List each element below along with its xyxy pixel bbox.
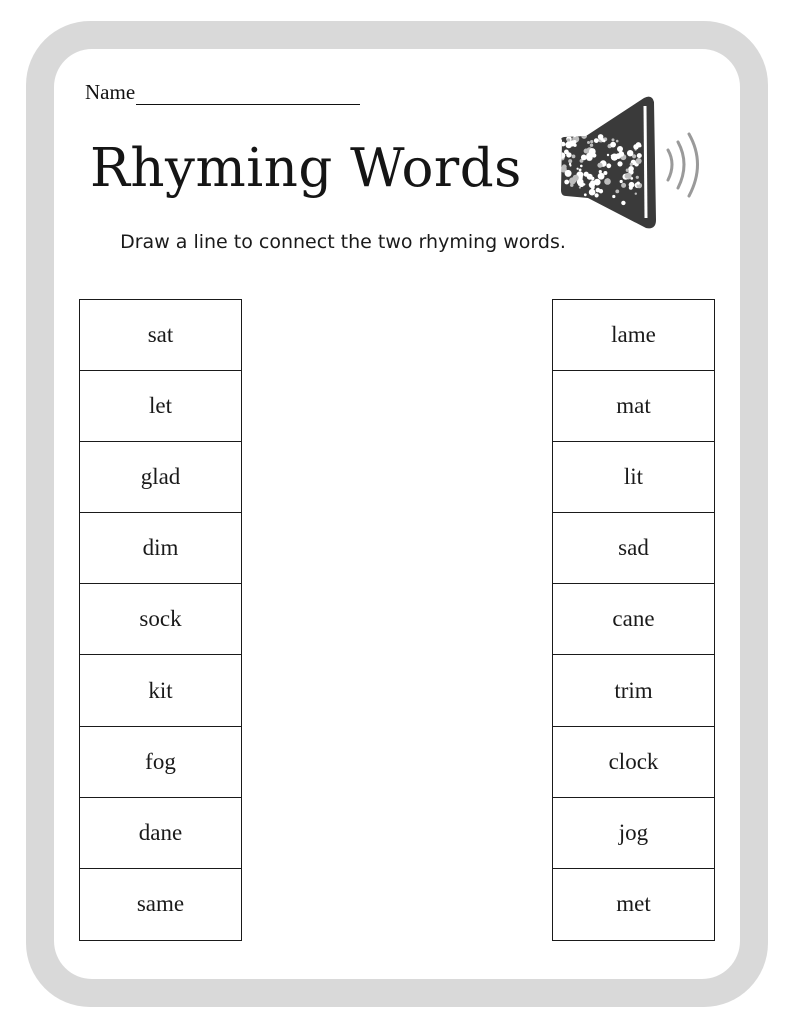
speaker-dot: [581, 155, 587, 161]
speaker-dot: [604, 178, 611, 185]
page-title: Rhyming Words: [90, 138, 522, 199]
speaker-dot: [637, 153, 642, 158]
left-word-cell[interactable]: let: [80, 371, 241, 442]
sound-wave-large: [689, 134, 698, 196]
name-field[interactable]: [85, 80, 360, 105]
speaker-dot: [598, 173, 605, 180]
speaker-dot: [615, 153, 621, 159]
speaker-dot: [564, 180, 569, 185]
speaker-dot: [572, 155, 576, 159]
speaker-dot: [579, 169, 582, 172]
speaker-dot: [579, 179, 583, 183]
speaker-dot: [599, 170, 602, 173]
speaker-dot: [603, 171, 607, 175]
speaker-dot: [630, 163, 633, 166]
sound-wave-medium: [678, 142, 684, 188]
speaker-dot: [587, 174, 593, 180]
name-underline[interactable]: [136, 85, 360, 105]
speaker-dot: [611, 155, 613, 157]
speaker-dot: [589, 182, 595, 188]
speaker-dot: [580, 165, 583, 168]
left-word-cell[interactable]: fog: [80, 727, 241, 798]
left-word-cell[interactable]: sat: [80, 300, 241, 371]
speaker-dot: [615, 190, 619, 194]
speaker-dot: [562, 164, 567, 169]
speaker-dot: [577, 168, 579, 170]
speaker-dot: [621, 201, 625, 205]
speaker-dot: [620, 180, 623, 183]
speaker-dot: [610, 142, 616, 148]
speaker-dot: [625, 174, 630, 179]
left-word-cell[interactable]: sock: [80, 584, 241, 655]
left-word-cell[interactable]: dim: [80, 513, 241, 584]
speaker-dot: [584, 149, 589, 154]
speaker-dot: [584, 193, 587, 196]
speaker-dot: [578, 183, 581, 186]
speaker-dot: [621, 183, 626, 188]
speaker-dot: [629, 182, 635, 188]
speaker-dot: [594, 138, 599, 143]
speaker-dot: [606, 163, 611, 168]
right-word-cell[interactable]: clock: [553, 727, 714, 798]
speaker-dot: [561, 142, 566, 147]
speaker-dot: [636, 176, 639, 179]
left-word-cell[interactable]: same: [136, 891, 185, 917]
speaker-dot: [596, 188, 601, 193]
right-word-cell[interactable]: lit: [553, 442, 714, 513]
right-word-cell[interactable]: sad: [553, 513, 714, 584]
right-word-cell[interactable]: cane: [553, 584, 714, 655]
speaker-dot: [617, 146, 623, 152]
name-label: Name: [85, 80, 136, 104]
speaker-dot: [573, 175, 579, 181]
sound-wave-small: [668, 150, 672, 180]
speaker-dot: [589, 189, 596, 196]
speaker-dot: [565, 170, 572, 177]
right-word-cell[interactable]: jog: [553, 798, 714, 869]
instructions-text: Draw a line to connect the two rhyming words.: [120, 231, 566, 253]
speaker-dot: [636, 142, 641, 147]
right-word-cell[interactable]: met: [616, 891, 651, 917]
left-word-column: [79, 299, 242, 941]
speaker-dot: [569, 163, 571, 165]
speaker-dot: [603, 140, 606, 143]
speaker-dot: [627, 150, 633, 156]
left-word-cell[interactable]: kit: [80, 655, 241, 726]
speaker-dot: [590, 144, 593, 147]
speaker-dot: [616, 140, 619, 143]
speaker-dot: [628, 166, 634, 172]
speaker-dot: [581, 133, 587, 139]
speaker-dot: [590, 140, 593, 143]
left-word-cell[interactable]: glad: [80, 442, 241, 513]
right-word-cell[interactable]: mat: [553, 371, 714, 442]
speaker-dot: [595, 193, 599, 197]
speaker-dot: [589, 148, 596, 155]
speaker-dot: [598, 134, 604, 140]
speaker-dot: [559, 152, 565, 158]
speaker-dot: [574, 135, 576, 137]
speaker-body: [561, 97, 656, 229]
speaker-dot: [564, 150, 569, 155]
speaker-dot: [607, 154, 609, 156]
speaker-dot: [569, 140, 575, 146]
speaker-dot: [597, 163, 602, 168]
right-word-cell[interactable]: trim: [553, 655, 714, 726]
speaker-dot: [568, 159, 572, 163]
speaker-dot: [587, 141, 590, 144]
speaker-sound-icon: [556, 92, 706, 240]
speaker-dot: [617, 161, 622, 166]
speaker-dot: [636, 158, 642, 164]
speaker-dot: [637, 182, 640, 185]
right-word-cell[interactable]: lame: [553, 300, 714, 371]
speaker-dot: [586, 154, 592, 160]
left-word-cell[interactable]: dane: [80, 798, 241, 869]
right-word-column: [552, 299, 715, 941]
speaker-dot: [612, 138, 615, 141]
speaker-highlight: [645, 106, 646, 218]
speaker-dot: [635, 193, 637, 195]
speaker-dot: [612, 195, 615, 198]
